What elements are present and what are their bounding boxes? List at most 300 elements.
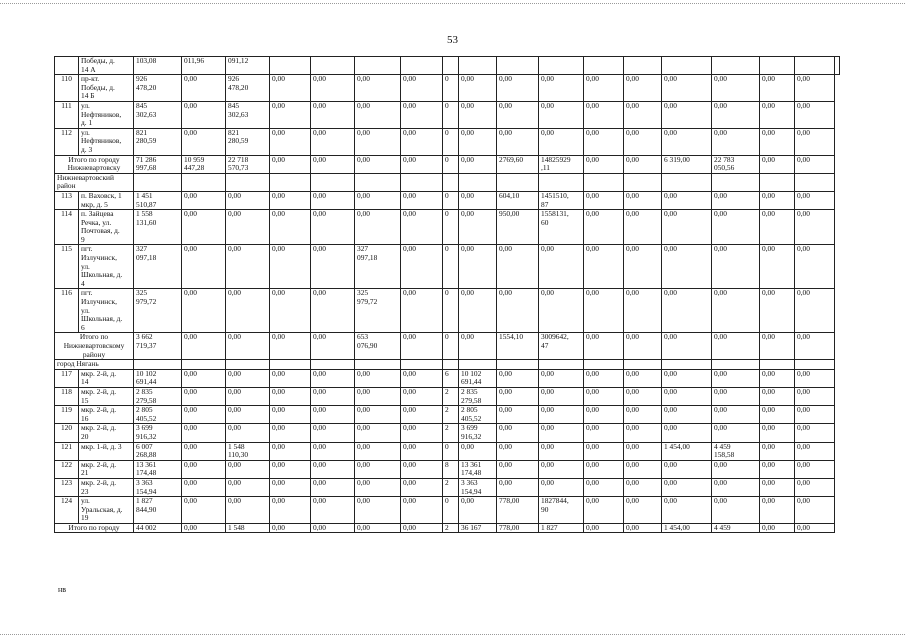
value-cell: 0,00: [459, 191, 497, 209]
value-cell: 0,00: [539, 128, 584, 155]
value-cell: 0,00: [182, 387, 226, 405]
value-cell: 0,00: [270, 478, 311, 496]
table-row: [55, 210, 840, 245]
row-number: 119: [55, 406, 79, 424]
value-cell: 0,00: [584, 497, 624, 524]
value-cell: 0,00: [182, 333, 226, 360]
value-cell: 2 835 279,58: [459, 387, 497, 405]
value-cell: 3 699 916,32: [459, 424, 497, 442]
value-cell: 0,00: [795, 460, 835, 478]
value-cell: [539, 57, 584, 75]
empty-cell: [226, 173, 270, 191]
value-cell: [443, 57, 459, 75]
value-cell: 0,00: [270, 128, 311, 155]
row-number: 111: [55, 101, 79, 128]
value-cell: 0,00: [182, 406, 226, 424]
value-cell: 0,00: [497, 424, 539, 442]
empty-cell: [443, 173, 459, 191]
value-cell: 0,00: [311, 406, 355, 424]
value-cell: 0,00: [226, 369, 270, 387]
value-cell: 0: [443, 497, 459, 524]
value-cell: 0,00: [662, 191, 712, 209]
value-cell: 0,00: [459, 210, 497, 245]
value-cell: 0,00: [795, 442, 835, 460]
address-cell: мкр. 2-й, д. 15: [79, 387, 134, 405]
value-cell: 1558131, 60: [539, 210, 584, 245]
value-cell: 0,00: [584, 424, 624, 442]
value-cell: 14825929 ,11: [539, 155, 584, 173]
value-cell: 0,00: [760, 245, 795, 289]
address-cell: Победы, д. 14 А: [79, 57, 134, 75]
empty-cell: [662, 360, 712, 370]
value-cell: 2: [443, 387, 459, 405]
value-cell: 0,00: [226, 245, 270, 289]
value-cell: 0,00: [539, 101, 584, 128]
value-cell: 0,00: [497, 369, 539, 387]
row-number: 118: [55, 387, 79, 405]
value-cell: 0,00: [270, 369, 311, 387]
value-cell: 0,00: [270, 387, 311, 405]
value-cell: [401, 57, 443, 75]
value-cell: [712, 57, 760, 75]
empty-cell: [134, 173, 182, 191]
value-cell: 0,00: [497, 478, 539, 496]
value-cell: 0,00: [311, 460, 355, 478]
value-cell: 0,00: [355, 128, 401, 155]
total-label: Итого по Нижневартовскому району: [55, 333, 134, 360]
value-cell: 0,00: [270, 75, 311, 102]
value-cell: 0,00: [497, 128, 539, 155]
value-cell: 1 827: [539, 523, 584, 533]
value-cell: 0,00: [182, 460, 226, 478]
value-cell: 0,00: [760, 333, 795, 360]
value-cell: 0,00: [182, 101, 226, 128]
value-cell: 821 280,59: [134, 128, 182, 155]
value-cell: 0,00: [795, 155, 835, 173]
address-cell: ул. Нефтяников, д. 3: [79, 128, 134, 155]
value-cell: 821 280,59: [226, 128, 270, 155]
empty-cell: [795, 173, 835, 191]
value-cell: 0,00: [226, 497, 270, 524]
value-cell: 0,00: [182, 75, 226, 102]
value-cell: 0,00: [270, 424, 311, 442]
value-cell: 1 558 131,60: [134, 210, 182, 245]
value-cell: 0,00: [760, 460, 795, 478]
value-cell: 926 478,20: [134, 75, 182, 102]
value-cell: 778,00: [497, 523, 539, 533]
value-cell: 0,00: [584, 442, 624, 460]
value-cell: 1 548: [226, 523, 270, 533]
value-cell: 0,00: [795, 478, 835, 496]
value-cell: 0,00: [712, 289, 760, 333]
value-cell: 0,00: [624, 424, 662, 442]
empty-cell: [497, 173, 539, 191]
value-cell: 327 097,18: [355, 245, 401, 289]
value-cell: 0,00: [712, 406, 760, 424]
table-row: [55, 245, 840, 289]
value-cell: 0,00: [226, 289, 270, 333]
value-cell: 0,00: [401, 523, 443, 533]
table-row: [55, 369, 840, 387]
value-cell: 604,10: [497, 191, 539, 209]
address-cell: п. Ваховск, 1 мкр, д. 5: [79, 191, 134, 209]
value-cell: 0,00: [182, 128, 226, 155]
value-cell: 0,00: [311, 210, 355, 245]
value-cell: 0,00: [270, 333, 311, 360]
table-row: [55, 387, 840, 405]
value-cell: 0,00: [355, 523, 401, 533]
row-number: 116: [55, 289, 79, 333]
value-cell: 1 454,00: [662, 523, 712, 533]
value-cell: 0,00: [624, 406, 662, 424]
value-cell: 0: [443, 101, 459, 128]
value-cell: 0,00: [795, 75, 835, 102]
value-cell: 0: [443, 333, 459, 360]
value-cell: 0: [443, 75, 459, 102]
value-cell: 0,00: [795, 191, 835, 209]
address-cell: мкр. 2-й, д. 21: [79, 460, 134, 478]
value-cell: 0,00: [182, 210, 226, 245]
value-cell: 0,00: [712, 387, 760, 405]
value-cell: 0: [443, 245, 459, 289]
value-cell: 0,00: [624, 369, 662, 387]
value-cell: 0,00: [270, 101, 311, 128]
value-cell: 0,00: [311, 478, 355, 496]
value-cell: 0,00: [401, 210, 443, 245]
footer-initials: нв: [58, 585, 67, 594]
value-cell: 0,00: [401, 387, 443, 405]
page-number: 53: [447, 34, 458, 46]
section-label: город Нягань: [55, 360, 134, 370]
value-cell: 0,00: [459, 289, 497, 333]
address-cell: пгт. Излучинск, ул. Школьная, д. 6: [79, 289, 134, 333]
value-cell: 1 454,00: [662, 442, 712, 460]
value-cell: 0,00: [584, 245, 624, 289]
value-cell: 0,00: [401, 75, 443, 102]
empty-cell: [662, 173, 712, 191]
value-cell: 2 805 405,52: [459, 406, 497, 424]
empty-cell: [401, 360, 443, 370]
value-cell: [355, 57, 401, 75]
value-cell: [270, 57, 311, 75]
value-cell: 0,00: [795, 210, 835, 245]
empty-cell: [401, 173, 443, 191]
value-cell: [835, 57, 840, 75]
value-cell: 0,00: [712, 191, 760, 209]
value-cell: 0,00: [624, 128, 662, 155]
value-cell: 926 478,20: [226, 75, 270, 102]
value-cell: 0,00: [760, 406, 795, 424]
value-cell: 0,00: [401, 497, 443, 524]
value-cell: 0,00: [459, 333, 497, 360]
value-cell: 0,00: [584, 333, 624, 360]
row-number: 114: [55, 210, 79, 245]
value-cell: 10 959 447,28: [182, 155, 226, 173]
table-row: [55, 497, 840, 524]
scan-edge-bottom: [0, 634, 905, 635]
table-row: [55, 191, 840, 209]
address-cell: мкр. 1-й, д. 3: [79, 442, 134, 460]
table-row: [55, 478, 840, 496]
value-cell: 103,08: [134, 57, 182, 75]
empty-cell: [795, 360, 835, 370]
section-label: Нижневартовский район: [55, 173, 134, 191]
value-cell: 1451510, 87: [539, 191, 584, 209]
value-cell: 0,00: [311, 442, 355, 460]
value-cell: 0: [443, 191, 459, 209]
value-cell: 2 835 279,58: [134, 387, 182, 405]
value-cell: 0: [443, 128, 459, 155]
value-cell: 0,00: [270, 497, 311, 524]
value-cell: 0,00: [270, 289, 311, 333]
value-cell: 0,00: [760, 442, 795, 460]
value-cell: 0,00: [712, 75, 760, 102]
empty-cell: [182, 173, 226, 191]
value-cell: 0,00: [539, 424, 584, 442]
empty-cell: [355, 173, 401, 191]
value-cell: 0,00: [401, 424, 443, 442]
value-cell: 0,00: [712, 424, 760, 442]
value-cell: 0,00: [662, 101, 712, 128]
empty-cell: [584, 360, 624, 370]
value-cell: 0,00: [270, 460, 311, 478]
register-table: [54, 56, 840, 533]
value-cell: 0,00: [497, 387, 539, 405]
value-cell: 13 361 174,48: [134, 460, 182, 478]
value-cell: 0,00: [539, 406, 584, 424]
value-cell: 0,00: [584, 210, 624, 245]
value-cell: 3009642, 47: [539, 333, 584, 360]
value-cell: 0,00: [662, 245, 712, 289]
value-cell: 0,00: [226, 478, 270, 496]
empty-cell: [760, 360, 795, 370]
value-cell: 0,00: [401, 333, 443, 360]
value-cell: 0,00: [624, 245, 662, 289]
value-cell: 0,00: [795, 523, 835, 533]
value-cell: 10 102 691,44: [134, 369, 182, 387]
empty-cell: [270, 173, 311, 191]
value-cell: 0,00: [624, 478, 662, 496]
value-cell: 71 286 997,68: [134, 155, 182, 173]
empty-cell: [497, 360, 539, 370]
value-cell: 13 361 174,48: [459, 460, 497, 478]
value-cell: 1 548 110,30: [226, 442, 270, 460]
value-cell: 0,00: [401, 478, 443, 496]
value-cell: 0,00: [795, 101, 835, 128]
row-number: 117: [55, 369, 79, 387]
empty-cell: [443, 360, 459, 370]
value-cell: 0,00: [584, 289, 624, 333]
value-cell: 0,00: [497, 406, 539, 424]
value-cell: 0,00: [311, 369, 355, 387]
total-row: [55, 155, 840, 173]
row-number: 112: [55, 128, 79, 155]
value-cell: 0,00: [311, 387, 355, 405]
value-cell: 091,12: [226, 57, 270, 75]
value-cell: 0,00: [355, 497, 401, 524]
value-cell: 0,00: [311, 424, 355, 442]
value-cell: 0,00: [795, 424, 835, 442]
value-cell: 0,00: [760, 387, 795, 405]
value-cell: 36 167: [459, 523, 497, 533]
row-number: 110: [55, 75, 79, 102]
row-number: 115: [55, 245, 79, 289]
value-cell: 845 302,63: [226, 101, 270, 128]
value-cell: 22 783 050,56: [712, 155, 760, 173]
value-cell: 0,00: [270, 155, 311, 173]
value-cell: 0,00: [712, 245, 760, 289]
total-row: [55, 333, 840, 360]
value-cell: 0,00: [182, 369, 226, 387]
value-cell: 6 319,00: [662, 155, 712, 173]
value-cell: 0,00: [760, 155, 795, 173]
value-cell: 0,00: [311, 75, 355, 102]
value-cell: 0,00: [795, 387, 835, 405]
value-cell: 44 002: [134, 523, 182, 533]
address-cell: ул. Уральская, д. 19: [79, 497, 134, 524]
value-cell: 0,00: [712, 333, 760, 360]
value-cell: 0,00: [624, 523, 662, 533]
value-cell: 0,00: [401, 101, 443, 128]
value-cell: 0,00: [584, 369, 624, 387]
value-cell: 0,00: [355, 424, 401, 442]
empty-cell: [226, 360, 270, 370]
empty-cell: [182, 360, 226, 370]
value-cell: 0,00: [760, 497, 795, 524]
value-cell: 3 699 916,32: [134, 424, 182, 442]
value-cell: 0,00: [624, 497, 662, 524]
value-cell: 0,00: [760, 289, 795, 333]
value-cell: 0,00: [355, 478, 401, 496]
address-cell: мкр. 2-й, д. 14: [79, 369, 134, 387]
value-cell: 0,00: [662, 478, 712, 496]
value-cell: 0,00: [760, 191, 795, 209]
table-row: [55, 289, 840, 333]
value-cell: 0,00: [401, 442, 443, 460]
value-cell: [795, 57, 835, 75]
value-cell: 0,00: [311, 101, 355, 128]
value-cell: 3 363 154,94: [459, 478, 497, 496]
value-cell: 0,00: [311, 497, 355, 524]
value-cell: 0,00: [355, 191, 401, 209]
value-cell: 0,00: [624, 210, 662, 245]
row-number: [55, 57, 79, 75]
value-cell: 0,00: [662, 210, 712, 245]
value-cell: 0,00: [270, 442, 311, 460]
value-cell: 0,00: [624, 442, 662, 460]
value-cell: 0,00: [760, 478, 795, 496]
value-cell: 6: [443, 369, 459, 387]
value-cell: 0,00: [270, 191, 311, 209]
value-cell: 0,00: [270, 210, 311, 245]
empty-cell: [311, 360, 355, 370]
empty-cell: [355, 360, 401, 370]
value-cell: 0,00: [624, 101, 662, 128]
value-cell: 0,00: [662, 75, 712, 102]
table-row: [55, 75, 840, 102]
value-cell: 2769,60: [497, 155, 539, 173]
value-cell: 4 459: [712, 523, 760, 533]
value-cell: 0,00: [539, 289, 584, 333]
value-cell: 0,00: [662, 289, 712, 333]
empty-cell: [584, 173, 624, 191]
value-cell: 845 302,63: [134, 101, 182, 128]
value-cell: 0,00: [401, 128, 443, 155]
value-cell: 0,00: [584, 478, 624, 496]
value-cell: 0,00: [459, 442, 497, 460]
value-cell: 0,00: [355, 442, 401, 460]
empty-cell: [459, 360, 497, 370]
value-cell: 0,00: [226, 333, 270, 360]
value-cell: 0,00: [662, 497, 712, 524]
value-cell: [624, 57, 662, 75]
value-cell: 0,00: [459, 75, 497, 102]
value-cell: 0,00: [795, 497, 835, 524]
value-cell: 0,00: [760, 523, 795, 533]
value-cell: 0,00: [624, 191, 662, 209]
address-cell: пгт. Излучинск, ул. Школьная, д. 4: [79, 245, 134, 289]
value-cell: 0,00: [226, 387, 270, 405]
value-cell: 0,00: [355, 406, 401, 424]
address-cell: пр-кт. Победы, д. 14 Б: [79, 75, 134, 102]
value-cell: 0,00: [795, 128, 835, 155]
value-cell: 0,00: [760, 75, 795, 102]
value-cell: 0,00: [795, 406, 835, 424]
empty-cell: [712, 173, 760, 191]
address-cell: мкр. 2-й, д. 20: [79, 424, 134, 442]
value-cell: 0,00: [624, 387, 662, 405]
value-cell: 0,00: [355, 369, 401, 387]
total-label: Итого по городу Нижневартовску: [55, 155, 134, 173]
value-cell: 0,00: [662, 387, 712, 405]
value-cell: 1554,10: [497, 333, 539, 360]
value-cell: 0,00: [226, 191, 270, 209]
value-cell: 0,00: [355, 460, 401, 478]
value-cell: 0,00: [624, 75, 662, 102]
empty-cell: [311, 173, 355, 191]
value-cell: 0,00: [584, 75, 624, 102]
value-cell: 0,00: [182, 442, 226, 460]
value-cell: 2 805 405,52: [134, 406, 182, 424]
value-cell: 778,00: [497, 497, 539, 524]
value-cell: 0,00: [355, 101, 401, 128]
empty-cell: [459, 173, 497, 191]
value-cell: [760, 57, 795, 75]
value-cell: 0,00: [182, 424, 226, 442]
value-cell: 0,00: [459, 155, 497, 173]
value-cell: 0,00: [712, 460, 760, 478]
value-cell: 0,00: [459, 497, 497, 524]
value-cell: 0,00: [760, 369, 795, 387]
value-cell: 0,00: [584, 387, 624, 405]
value-cell: 0,00: [270, 245, 311, 289]
value-cell: 0,00: [712, 128, 760, 155]
address-cell: мкр. 2-й, д. 16: [79, 406, 134, 424]
value-cell: 0,00: [311, 289, 355, 333]
value-cell: 0,00: [401, 245, 443, 289]
value-cell: 0,00: [182, 191, 226, 209]
value-cell: 0,00: [624, 333, 662, 360]
section-row: [55, 173, 840, 191]
table-row: [55, 460, 840, 478]
value-cell: 2: [443, 523, 459, 533]
value-cell: [459, 57, 497, 75]
value-cell: 0,00: [662, 333, 712, 360]
value-cell: 1827844, 90: [539, 497, 584, 524]
value-cell: 0,00: [355, 75, 401, 102]
value-cell: 0,00: [539, 75, 584, 102]
table-row: [55, 442, 840, 460]
